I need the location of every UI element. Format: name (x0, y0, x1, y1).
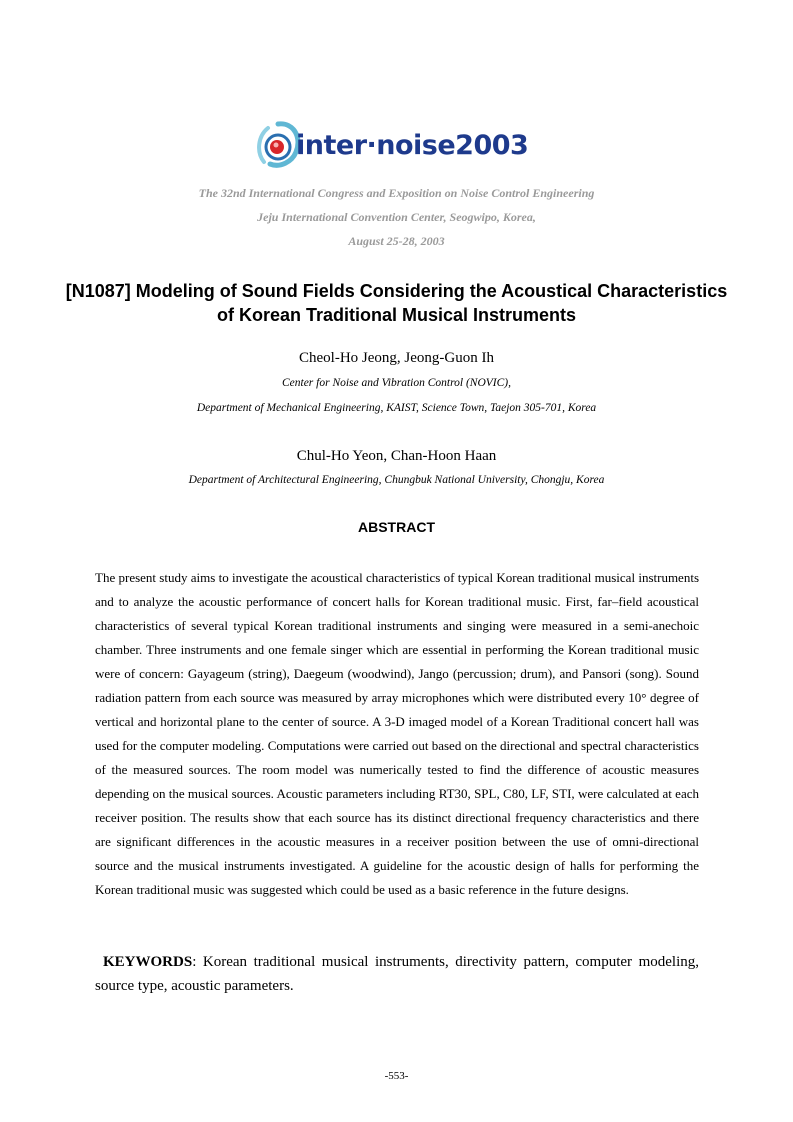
keywords-list: : Korean traditional musical instruments, directivity pattern, computer modeling, source type, acoustic parameters. (95, 954, 699, 994)
abstract-body: The present study aims to investigate the acoustical characteristics of typical Korean traditional musical instruments and to analyze the acoustic performance of concert halls for Korean traditional music. First, far–field acoustical characteristics of several typical Korean traditional instruments and singing were measured in a semi-anechoic chamber. Three instruments and one female singer which are essential in performing the Korean traditional music were of concern: Gayageum (string), Daegeum (woodwind), Jango (percussion; drum), and Pansori (song). Sound radiation pattern from each source was measured by array microphones which were distributed every 10° degree of vertical and horizontal plane to the center of source. A 3-D imaged model of a Korean Traditional concert hall was used for the computer modeling. Computations were carried out based on the directional and spectral characteristics of the measured sources. The room model was numerically tested to find the difference of acoustic measures depending on the musical sources. Acoustic parameters including RT30, SPL, C80, LF, STI, were calculated at each receiver position. The results show that each source has its distinct directional frequency characteristics and there are significant differences in the acoustic measures in a receiver position between the use of omni-directional source and the musical instruments investigated. A guideline for the acoustic design of halls for performing the Korean traditional music was suggested which could be used as a basic reference in the future designs. (95, 570, 699, 897)
conference-dates: August 25-28, 2003 (348, 234, 445, 248)
conference-name: The 32nd International Congress and Exposition on Noise Control Engineering (198, 186, 595, 200)
logo-wordmark: inter·noise2003 (296, 130, 529, 161)
page-number: -553- (384, 1070, 409, 1082)
affiliation-chungbuk: Department of Architectural Engineering, Chungbuk National University, Chongju, Korea (188, 474, 605, 486)
keywords-paragraph (95, 950, 699, 998)
conference-logo (254, 118, 544, 176)
authors-group-2: Chul-Ho Yeon, Chan-Hoon Haan (296, 448, 497, 464)
authors-group-1: Cheol-Ho Jeong, Jeong-Guon Ih (299, 350, 494, 366)
swirl-logo-icon (254, 118, 302, 176)
paper-title: [N1087] Modeling of Sound Fields Considering the Acoustical Characteristics of Korean Traditional Musical Instruments (65, 281, 728, 325)
affiliation-center: Center for Noise and Vibration Control (NOVIC), (281, 377, 512, 389)
keywords-label: KEYWORDS (103, 954, 193, 970)
conference-venue: Jeju International Convention Center, Seogwipo, Korea, (257, 210, 536, 224)
affiliation-department-kaist: Department of Mechanical Engineering, KAIST, Science Town, Taejon 305-701, Korea (196, 402, 597, 414)
abstract-heading: ABSTRACT (358, 519, 435, 535)
